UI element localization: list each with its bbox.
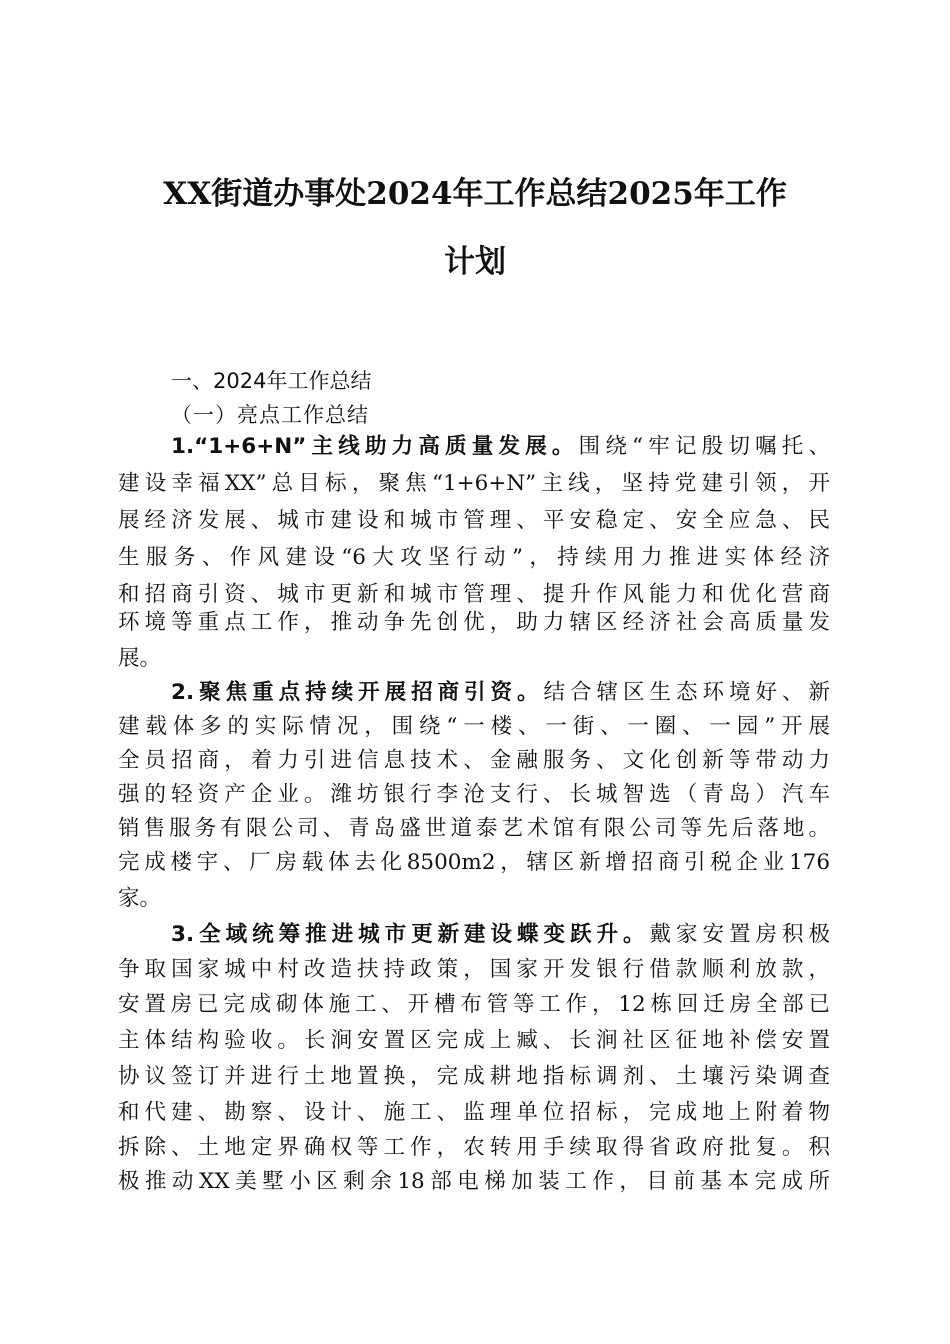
- paragraph-1-first-line-text: 围绕“牢记殷切嘱托、: [578, 434, 830, 459]
- section-heading: 一、2024年工作总结: [171, 369, 372, 393]
- paragraph-3-first-line: [171, 920, 830, 949]
- paragraph-2-line: 全员招商，着力引进信息技术、金融服务、文化创新等带动力: [118, 748, 830, 773]
- paragraph-1-line: 和招商引资、城市更新和城市管理、提升作风能力和优化营商: [118, 582, 830, 607]
- paragraph-3-first-line-text: 戴家安置房积极: [649, 922, 830, 947]
- paragraph-1-line: 生服务、作风建设“6大攻坚行动”，持续用力推进实体经济: [118, 545, 830, 570]
- paragraph-1-first-line: [171, 432, 830, 461]
- paragraph-3-line: 和代建、勘察、设计、施工、监理单位招标，完成地上附着物: [118, 1100, 830, 1125]
- document-title-line-2: 计划: [444, 244, 506, 280]
- paragraph-1-lead: 1.“1+6+N”主线助力高质量发展。: [171, 434, 579, 459]
- paragraph-2-line: 家。: [118, 886, 162, 911]
- paragraph-3-line: 主体结构验收。长涧安置区完成上臧、长涧社区征地补偿安置: [118, 1028, 830, 1053]
- paragraph-1-line: 环境等重点工作，推动争先创优，助力辖区经济社会高质量发: [118, 610, 830, 635]
- paragraph-3-line: 安置房已完成砌体施工、开槽布管等工作，12栋回迁房全部已: [118, 992, 830, 1017]
- document-title-line-1: XX街道办事处2024年工作总结2025年工作: [163, 176, 787, 212]
- paragraph-2-line: 完成楼宇、厂房载体去化8500m2，辖区新增招商引税企业176: [118, 850, 830, 875]
- paragraph-3-line: 争取国家城中村改造扶持政策，国家开发银行借款顺利放款，: [118, 957, 830, 982]
- paragraph-2-line: 建载体多的实际情况，围绕“一楼、一街、一圈、一园”开展: [118, 714, 830, 739]
- paragraph-2-line: 销售服务有限公司、青岛盛世道泰艺术馆有限公司等先后落地。: [118, 816, 830, 841]
- paragraph-1-line: 展经济发展、城市建设和城市管理、平安稳定、安全应急、民: [118, 508, 830, 533]
- paragraph-3-lead: 3.全域统筹推进城市更新建设蝶变跃升。: [171, 922, 650, 947]
- paragraph-1-line: 建设幸福XX”总目标，聚焦“1+6+N”主线，坚持党建引领，开: [118, 471, 830, 496]
- paragraph-2-lead: 2.聚焦重点持续开展招商引资。: [171, 680, 544, 705]
- paragraph-2-first-line: [171, 678, 830, 707]
- paragraph-3-line: 拆除、土地定界确权等工作，农转用手续取得省政府批复。积: [118, 1135, 830, 1160]
- paragraph-3-line: 协议签订并进行土地置换，完成耕地指标调剂、土壤污染调查: [118, 1064, 830, 1089]
- subsection-heading: （一）亮点工作总结: [171, 403, 369, 427]
- paragraph-2-first-line-text: 结合辖区生态环境好、新: [543, 680, 830, 705]
- paragraph-3-line: 极推动XX美墅小区剩余18部电梯加装工作，目前基本完成所: [118, 1169, 830, 1194]
- paragraph-2-line: 强的轻资产企业。潍坊银行李沧支行、长城智选（青岛）汽车: [118, 782, 830, 807]
- paragraph-1-line: 展。: [118, 646, 162, 671]
